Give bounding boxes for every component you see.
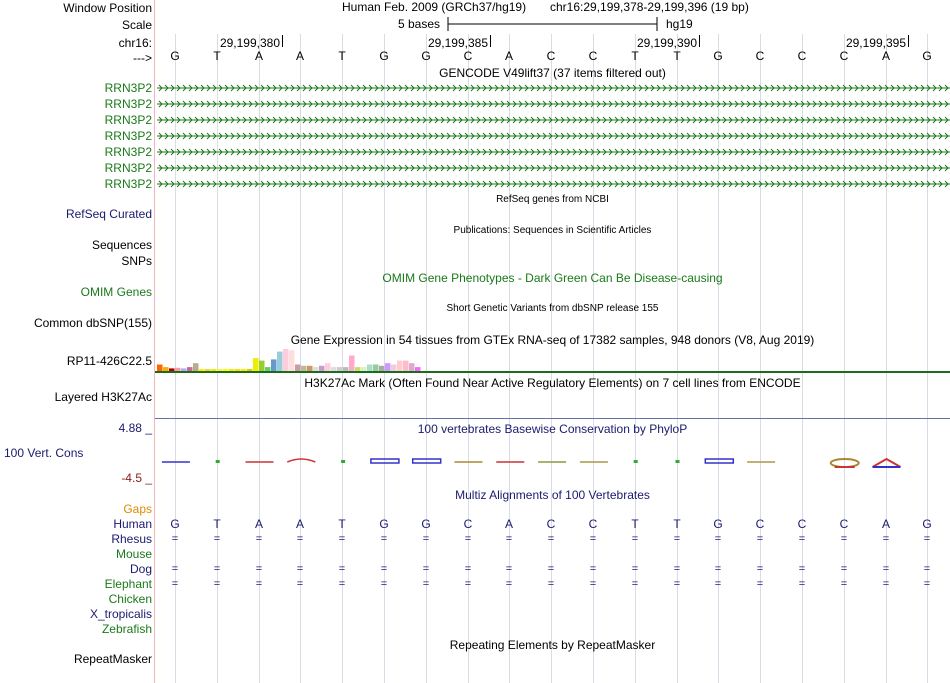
multiz-match-mark: = [422, 563, 430, 575]
multiz-species-label[interactable]: Elephant [104, 577, 152, 591]
ruler-tick [490, 35, 491, 47]
phylop-score-mark [216, 460, 220, 463]
ruler-tick [282, 35, 283, 47]
multiz-match-mark: = [547, 533, 555, 545]
gencode-gene-label[interactable]: RRN3P2 [104, 113, 152, 127]
multiz-match-mark: = [255, 563, 263, 575]
db-text: hg19 [666, 17, 693, 31]
multiz-match-mark: = [714, 578, 722, 590]
multiz-species-label[interactable]: Human [113, 517, 152, 531]
gencode-title: GENCODE V49lift37 (37 items filtered out) [439, 66, 666, 80]
cons-label[interactable]: 100 Vert. Cons [4, 446, 84, 460]
multiz-title: Multiz Alignments of 100 Vertebrates [455, 488, 650, 502]
sequence-base: A [254, 49, 263, 63]
ruler-tick [699, 35, 700, 47]
repeatmasker-title: Repeating Elements by RepeatMasker [449, 638, 656, 652]
multiz-match-mark: = [631, 533, 639, 545]
gtex-tissue-bar[interactable] [397, 361, 403, 371]
gtex-tissue-bar[interactable] [403, 361, 409, 371]
sequence-base: C [463, 49, 473, 63]
gtex-tissue-bar[interactable] [289, 350, 295, 371]
gencode-gene-label[interactable]: RRN3P2 [104, 161, 152, 175]
multiz-match-mark: = [338, 533, 346, 545]
multiz-match-mark: = [171, 563, 179, 575]
multiz-match-mark: = [505, 578, 513, 590]
phylop-score-mark [413, 459, 441, 463]
phylop-score-mark [676, 460, 680, 463]
multiz-match-mark: = [756, 578, 764, 590]
omim-title: OMIM Gene Phenotypes - Dark Green Can Be Disease-causing [382, 271, 723, 285]
sequence-base: A [504, 49, 513, 63]
multiz-species-label[interactable]: Dog [129, 562, 152, 576]
sequence-base: C [546, 49, 556, 63]
multiz-match-mark: = [213, 563, 221, 575]
sequence-base: T [213, 49, 221, 63]
multiz-human-base: C [755, 517, 765, 531]
multiz-match-mark: = [631, 563, 639, 575]
gencode-gene-feature[interactable] [157, 147, 950, 157]
multiz-human-base: A [881, 517, 890, 531]
multiz-match-mark: = [255, 578, 263, 590]
multiz-human-base: T [213, 517, 221, 531]
multiz-match-mark: = [798, 563, 806, 575]
sequence-base: C [839, 49, 849, 63]
sequence-base: G [922, 49, 932, 63]
multiz-match-mark: = [505, 563, 513, 575]
gencode-gene-feature[interactable] [157, 99, 950, 109]
multiz-human-base: C [839, 517, 849, 531]
multiz-match-mark: = [882, 563, 890, 575]
gtex-tissue-bar[interactable] [409, 363, 415, 371]
multiz-match-mark: = [380, 563, 388, 575]
multiz-match-mark: = [882, 533, 890, 545]
omim-label[interactable]: OMIM Genes [80, 285, 152, 299]
phylop-score-mark [287, 459, 315, 462]
multiz-match-mark: = [714, 533, 722, 545]
gencode-gene-label[interactable]: RRN3P2 [104, 81, 152, 95]
multiz-match-mark: = [923, 533, 931, 545]
sequence-base: G [713, 49, 723, 63]
sequence-base: C [588, 49, 598, 63]
multiz-human-base: C [588, 517, 598, 531]
sequence-base: C [797, 49, 807, 63]
multiz-human-base: T [631, 517, 639, 531]
multiz-match-mark: = [296, 533, 304, 545]
gencode-gene-label[interactable]: RRN3P2 [104, 129, 152, 143]
multiz-species-label[interactable]: Mouse [115, 547, 152, 561]
position-text: chr16:29,199,378-29,199,396 (19 bp) [550, 0, 749, 14]
multiz-match-mark: = [464, 578, 472, 590]
h3k27-label[interactable]: Layered H3K27Ac [54, 390, 152, 404]
window-position-label: Window Position [63, 1, 152, 15]
multiz-match-mark: = [505, 533, 513, 545]
multiz-match-mark: = [422, 578, 430, 590]
ruler-tick-label: 29,199,390 [636, 36, 697, 50]
multiz-match-mark: = [923, 578, 931, 590]
multiz-match-mark: = [589, 578, 597, 590]
pubs-title: Publications: Sequences in Scientific Articles [453, 225, 652, 236]
phylop-score-mark [634, 460, 638, 463]
h3k27-baseline [155, 418, 950, 419]
scale-label: Scale [121, 18, 152, 32]
ruler-tick [908, 35, 909, 47]
multiz-match-mark: = [798, 533, 806, 545]
multiz-species-label[interactable]: X_tropicalis [89, 607, 152, 621]
multiz-match-mark: = [923, 563, 931, 575]
ruler-tick-label: 29,199,395 [845, 36, 906, 50]
sequence-base: T [673, 49, 681, 63]
multiz-match-mark: = [756, 533, 764, 545]
sequence-base: G [170, 49, 180, 63]
multiz-human-base: C [546, 517, 556, 531]
multiz-species-label[interactable]: Chicken [108, 592, 152, 606]
gtex-tissue-bar[interactable] [271, 359, 277, 371]
gtex-tissue-bar[interactable] [283, 349, 289, 371]
multiz-match-mark: = [380, 533, 388, 545]
sequence-base: A [295, 49, 304, 63]
multiz-match-mark: = [213, 533, 221, 545]
sequence-base: A [881, 49, 890, 63]
gencode-gene-feature[interactable] [157, 179, 950, 189]
multiz-match-mark: = [589, 563, 597, 575]
ruler-tick-label: 29,199,385 [427, 36, 488, 50]
multiz-match-mark: = [673, 533, 681, 545]
cons-min-label: -4.5 _ [121, 471, 152, 485]
multiz-human-base: G [713, 517, 723, 531]
cons-max-label: 4.88 _ [118, 421, 152, 435]
multiz-match-mark: = [589, 533, 597, 545]
refseq-title: RefSeq genes from NCBI [496, 194, 609, 205]
gencode-gene-label[interactable]: RRN3P2 [104, 97, 152, 111]
scale-bar [447, 16, 659, 32]
sequence-base: T [631, 49, 639, 63]
multiz-human-base: A [254, 517, 263, 531]
phylop-score-mark [705, 459, 733, 463]
multiz-human-base: G [922, 517, 932, 531]
multiz-match-mark: = [171, 533, 179, 545]
multiz-human-base: G [421, 517, 431, 531]
repeatmasker-label[interactable]: RepeatMasker [73, 652, 152, 666]
multiz-match-mark: = [673, 578, 681, 590]
gtex-title: Gene Expression in 54 tissues from GTEx RNA-seq of 17382 samples, 948 donors (V8, Aug 2019) [290, 333, 815, 347]
assembly-text: Human Feb. 2009 (GRCh37/hg19) [342, 0, 527, 14]
strand-label: ---> [133, 51, 152, 65]
gencode-gene-feature[interactable] [157, 83, 950, 93]
phylop-score-mark [371, 459, 399, 463]
multiz-human-base: A [504, 517, 513, 531]
multiz-human-base: G [170, 517, 180, 531]
sequence-base: T [338, 49, 346, 63]
sequence-base: G [379, 49, 389, 63]
multiz-match-mark: = [840, 533, 848, 545]
phylop-score-mark [831, 459, 859, 468]
multiz-match-mark: = [631, 578, 639, 590]
gtex-tissue-bar[interactable] [325, 363, 331, 371]
multiz-match-mark: = [213, 578, 221, 590]
multiz-match-mark: = [296, 563, 304, 575]
ruler-tick-label: 29,199,380 [219, 36, 280, 50]
gencode-gene-label[interactable]: RRN3P2 [104, 145, 152, 159]
phylop-score-mark [873, 459, 901, 468]
multiz-match-mark: = [547, 578, 555, 590]
gtex-tissue-bar[interactable] [193, 363, 199, 371]
gtex-tissue-bar[interactable] [277, 352, 283, 371]
gencode-gene-feature[interactable] [157, 131, 950, 141]
gtex-tissue-bar[interactable] [253, 358, 259, 371]
multiz-species-label[interactable]: Rhesus [111, 532, 152, 546]
multiz-match-mark: = [464, 563, 472, 575]
multiz-human-base: T [338, 517, 346, 531]
track-label-column [0, 0, 154, 683]
multiz-match-mark: = [422, 533, 430, 545]
gtex-tissue-bar[interactable] [259, 361, 265, 371]
multiz-human-base: A [295, 517, 304, 531]
multiz-human-base: T [673, 517, 681, 531]
gaps-label[interactable]: Gaps [123, 502, 152, 516]
multiz-match-mark: = [171, 578, 179, 590]
multiz-human-base: G [379, 517, 389, 531]
gtex-tissue-bar[interactable] [349, 356, 355, 372]
dbsnp-label[interactable]: Common dbSNP(155) [33, 316, 152, 330]
multiz-match-mark: = [464, 533, 472, 545]
track-data-area[interactable] [155, 0, 950, 683]
dbsnp-title: Short Genetic Variants from dbSNP release 155 [446, 303, 659, 314]
multiz-match-mark: = [547, 563, 555, 575]
multiz-match-mark: = [338, 563, 346, 575]
multiz-human-base: C [797, 517, 807, 531]
gtex-baseline [155, 371, 950, 373]
refseq-label[interactable]: RefSeq Curated [65, 207, 152, 221]
multiz-match-mark: = [380, 578, 388, 590]
multiz-species-label[interactable]: Zebrafish [101, 622, 152, 636]
chrom-label: chr16: [118, 36, 152, 50]
sequence-base: C [755, 49, 765, 63]
gtex-expression-bars[interactable] [155, 344, 950, 374]
multiz-human-base: C [463, 517, 473, 531]
scale-text: 5 bases [398, 17, 441, 31]
gencode-gene-feature[interactable] [157, 115, 950, 125]
phylop-score-mark [341, 460, 345, 463]
phylop-title: 100 vertebrates Basewise Conservation by PhyloP [417, 422, 688, 436]
gencode-gene-label[interactable]: RRN3P2 [104, 177, 152, 191]
gtex-label[interactable]: RP11-426C22.5 [66, 354, 152, 368]
multiz-match-mark: = [798, 578, 806, 590]
multiz-match-mark: = [296, 578, 304, 590]
multiz-match-mark: = [255, 533, 263, 545]
h3k27-title: H3K27Ac Mark (Often Found Near Active Regulatory Elements) on 7 cell lines from ENCODE [304, 376, 801, 390]
multiz-match-mark: = [714, 563, 722, 575]
phylop-track[interactable] [155, 450, 950, 474]
multiz-match-mark: = [338, 578, 346, 590]
snps-label[interactable]: SNPs [121, 254, 152, 268]
gtex-tissue-bar[interactable] [385, 363, 391, 371]
multiz-match-mark: = [840, 563, 848, 575]
multiz-match-mark: = [840, 578, 848, 590]
sequences-label[interactable]: Sequences [91, 238, 152, 252]
multiz-match-mark: = [673, 563, 681, 575]
multiz-match-mark: = [756, 563, 764, 575]
multiz-match-mark: = [882, 578, 890, 590]
sequence-base: G [421, 49, 431, 63]
gencode-gene-feature[interactable] [157, 163, 950, 173]
